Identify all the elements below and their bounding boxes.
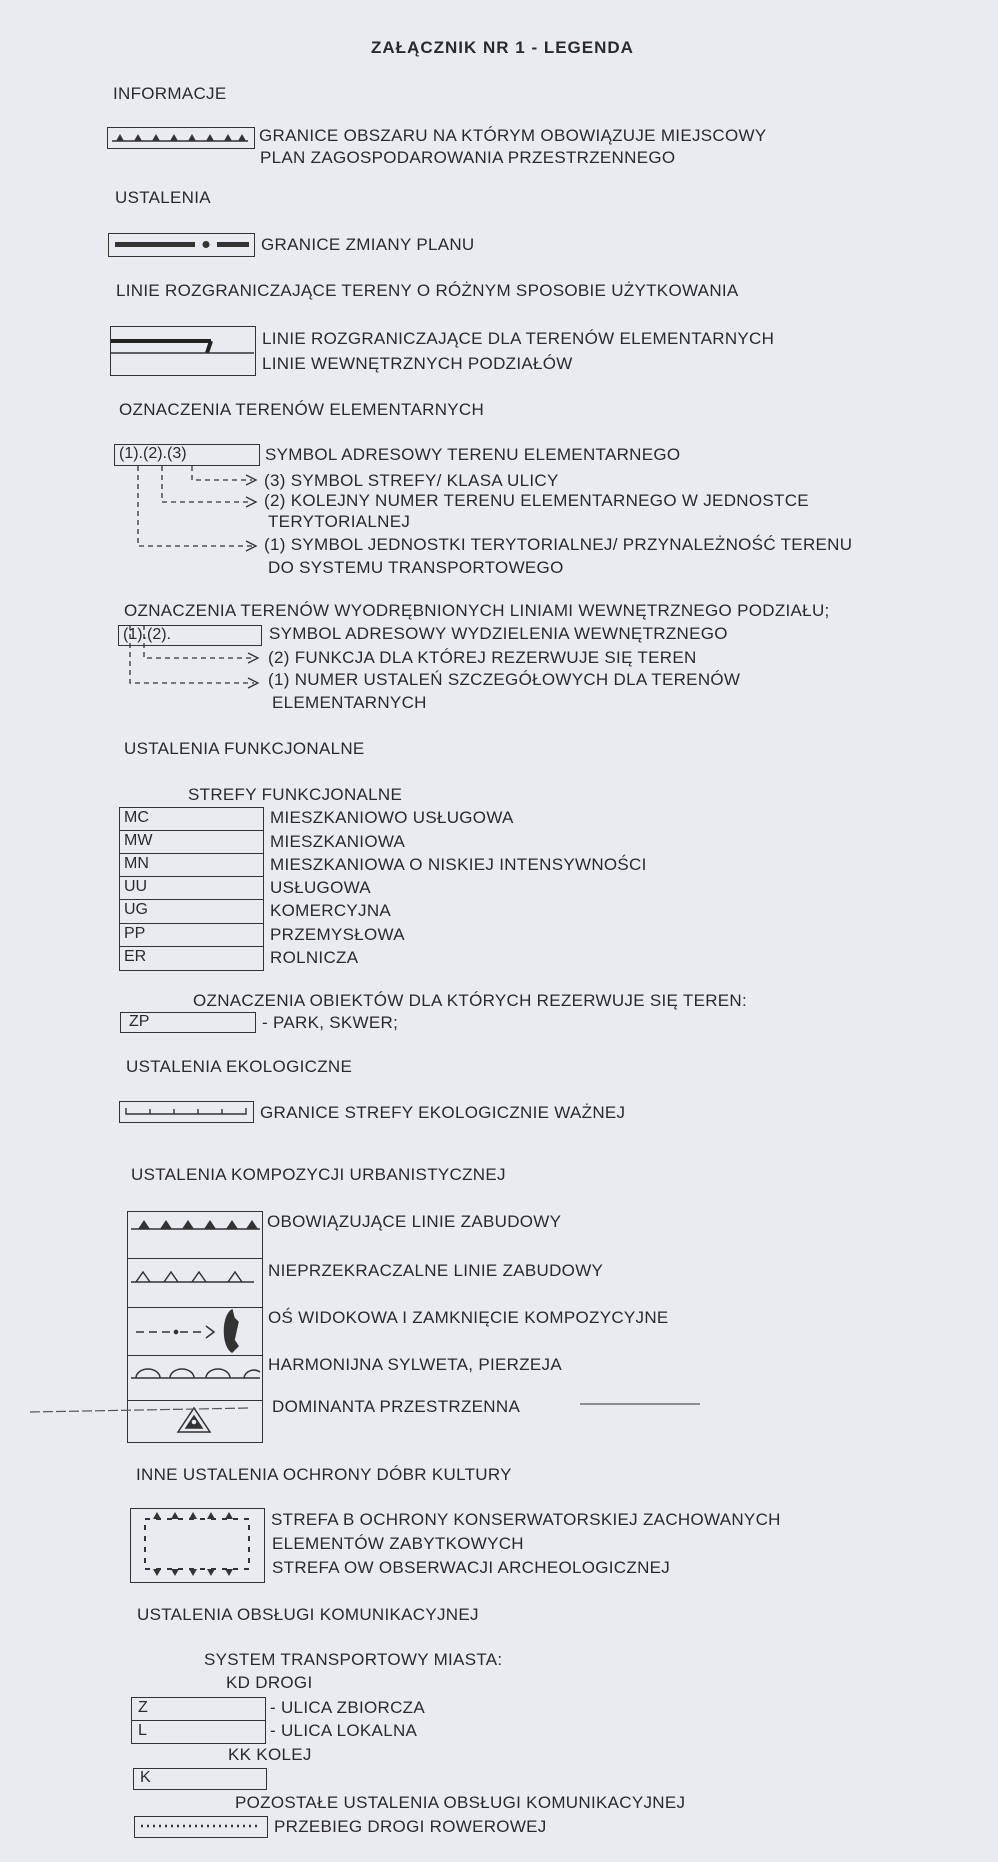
zone-code: ER xyxy=(124,948,147,965)
internal-item-2: (2) FUNKCJA DLA KTÓREJ REZERWUJE SIĘ TEREN xyxy=(268,648,697,667)
road-code: L xyxy=(138,1722,147,1739)
address-symbol-label: SYMBOL ADRESOWY TERENU ELEMENTARNEGO xyxy=(265,445,681,464)
zone-code: MW xyxy=(124,832,153,849)
composition-table xyxy=(127,1211,263,1443)
section-heading-informacje: INFORMACJE xyxy=(113,84,227,103)
plan-boundary-label-2: PLAN ZAGOSPODAROWANIA PRZESTRZENNEGO xyxy=(260,148,676,167)
conservation-label-3: STREFA OW OBSERWACJI ARCHEOLOGICZNEJ xyxy=(272,1558,671,1577)
conservation-label-2: ELEMENTÓW ZABYTKOWYCH xyxy=(272,1534,524,1553)
zone-label: MIESZKANIOWA O NISKIEJ INTENSYWNOŚCI xyxy=(270,855,647,874)
zone-code: MC xyxy=(124,809,149,826)
conservation-zone-symbol xyxy=(130,1508,265,1583)
table-row-divider xyxy=(120,946,263,947)
composition-item: OŚ WIDOKOWA I ZAMKNIĘCIE KOMPOZYCYJNE xyxy=(268,1308,669,1327)
ecological-zone-symbol xyxy=(119,1101,254,1123)
plan-change-label: GRANICE ZMIANY PLANU xyxy=(261,235,475,254)
elementary-lines-label: LINIE ROZGRANICZAJĄCE DLA TERENÓW ELEMENTARNYCH xyxy=(262,329,775,348)
roads-table xyxy=(131,1697,266,1744)
table-row-divider xyxy=(120,899,263,900)
conservation-zone-pattern xyxy=(131,1509,263,1581)
table-row-divider xyxy=(128,1400,262,1401)
zone-label: PRZEMYSŁOWA xyxy=(270,925,405,944)
ecological-zone-pattern xyxy=(120,1102,252,1121)
section-heading-ekologiczne: USTALENIA EKOLOGICZNE xyxy=(126,1057,353,1076)
zone-code: PP xyxy=(124,925,146,942)
roads-label: KD DROGI xyxy=(226,1673,313,1692)
zone-label: MIESZKANIOWA xyxy=(270,832,406,851)
zone-label: USŁUGOWA xyxy=(270,878,371,897)
table-row-divider xyxy=(120,876,263,877)
zone-label: ROLNICZA xyxy=(270,948,359,967)
section-heading-komunikacja: USTALENIA OBSŁUGI KOMUNIKACYJNEJ xyxy=(137,1605,479,1624)
dividing-lines-symbol xyxy=(110,326,256,376)
section-heading-oznaczenia: OZNACZENIA TERENÓW ELEMENTARNYCH xyxy=(119,400,485,419)
zp-label: - PARK, SKWER; xyxy=(262,1013,399,1032)
transport-system-label: SYSTEM TRANSPORTOWY MIASTA: xyxy=(204,1650,503,1669)
zone-label: KOMERCYJNA xyxy=(270,901,392,920)
zone-code: MN xyxy=(124,855,149,872)
plan-boundary-symbol xyxy=(107,127,255,149)
table-row-divider xyxy=(120,923,263,924)
section-heading-linie: LINIE ROZGRANICZAJĄCE TERENY O RÓŻNYM SPOSOBIE UŻYTKOWANIA xyxy=(116,281,739,300)
table-row-divider xyxy=(120,830,263,831)
symbol-item-2-line-1: (2) KOLEJNY NUMER TERENU ELEMENTARNEGO W JEDNOSTCE xyxy=(264,491,809,510)
composition-item: DOMINANTA PRZESTRZENNA xyxy=(272,1397,521,1416)
zp-code-box: ZP xyxy=(120,1012,256,1033)
plan-change-symbol xyxy=(108,233,255,257)
table-row-divider xyxy=(128,1355,262,1356)
bike-route-label: PRZEBIEG DROGI ROWEROWEJ xyxy=(274,1817,547,1836)
internal-item-1-line-1: (1) NUMER USTALEŃ SZCZEGÓŁOWYCH DLA TERENÓW xyxy=(268,670,741,689)
section-heading-ustalenia: USTALENIA xyxy=(115,188,211,207)
road-label-l: - ULICA LOKALNA xyxy=(270,1721,418,1740)
section-heading-funkcjonalne: USTALENIA FUNKCJONALNE xyxy=(124,739,365,758)
symbol-item-1-line-2: DO SYSTEMU TRANSPORTOWEGO xyxy=(268,558,564,577)
rail-code-box: K xyxy=(133,1768,267,1790)
zone-code: UU xyxy=(124,878,148,895)
internal-address-symbol-box: (1).(2). xyxy=(118,625,262,646)
conservation-label-1: STREFA B OCHRONY KONSERWATORSKIEJ ZACHOWANYCH xyxy=(271,1510,781,1529)
composition-item: NIEPRZEKRACZALNE LINIE ZABUDOWY xyxy=(268,1261,604,1280)
section-heading-kompozycja: USTALENIA KOMPOZYCJI URBANISTYCZNEJ xyxy=(131,1165,506,1184)
plan-boundary-pattern xyxy=(108,128,253,147)
zone-label: MIESZKANIOWO USŁUGOWA xyxy=(270,808,514,827)
internal-item-1-line-2: ELEMENTARNYCH xyxy=(272,693,427,712)
table-row-divider xyxy=(128,1258,262,1259)
page-title: ZAŁĄCZNIK NR 1 - LEGENDA xyxy=(371,38,634,57)
objects-heading: OZNACZENIA OBIEKTÓW DLA KTÓRYCH REZERWUJE SIĘ TEREN: xyxy=(193,991,748,1010)
internal-lines-label: LINIE WEWNĘTRZNYCH PODZIAŁÓW xyxy=(262,354,573,373)
road-label-z: - ULICA ZBIORCZA xyxy=(270,1698,425,1717)
symbol-item-1-line-1: (1) SYMBOL JEDNOSTKI TERYTORIALNEJ/ PRZYNALEŻNOŚĆ TERENU xyxy=(264,535,853,554)
table-row-divider xyxy=(132,1720,265,1721)
symbol-item-2-line-2: TERYTORIALNEJ xyxy=(268,512,411,531)
composition-item: OBOWIĄZUJĄCE LINIE ZABUDOWY xyxy=(267,1212,562,1231)
zone-code: UG xyxy=(124,901,148,918)
section-heading-kultura: INNE USTALENIA OCHRONY DÓBR KULTURY xyxy=(136,1465,512,1484)
other-transport-label: POZOSTAŁE USTALENIA OBSŁUGI KOMUNIKACYJNEJ xyxy=(235,1793,686,1812)
composition-item: HARMONIJNA SYLWETA, PIERZEJA xyxy=(268,1355,562,1374)
functional-zones-subheading: STREFY FUNKCJONALNE xyxy=(188,785,403,804)
bike-route-pattern xyxy=(135,1817,266,1836)
symbol-item-3: (3) SYMBOL STREFY/ KLASA ULICY xyxy=(264,471,559,490)
address-symbol-box: (1).(2).(3) xyxy=(114,444,260,466)
ecological-zone-label: GRANICE STREFY EKOLOGICZNIE WAŻNEJ xyxy=(260,1103,626,1122)
table-row-divider xyxy=(120,853,263,854)
table-row-divider xyxy=(128,1307,262,1308)
internal-address-label: SYMBOL ADRESOWY WYDZIELENIA WEWNĘTRZNEGO xyxy=(269,624,728,643)
plan-boundary-label-1: GRANICE OBSZARU NA KTÓRYM OBOWIĄZUJE MIEJSCOWY xyxy=(259,126,767,145)
section-heading-wyodrebnione: OZNACZENIA TERENÓW WYODRĘBNIONYCH LINIAMI WEWNĘTRZNEGO PODZIAŁU; xyxy=(124,601,830,620)
dividing-lines-pattern xyxy=(111,327,254,374)
bike-route-symbol xyxy=(134,1816,268,1838)
road-code: Z xyxy=(138,1699,148,1716)
rail-label: KK KOLEJ xyxy=(228,1745,312,1764)
plan-change-pattern xyxy=(109,234,253,255)
